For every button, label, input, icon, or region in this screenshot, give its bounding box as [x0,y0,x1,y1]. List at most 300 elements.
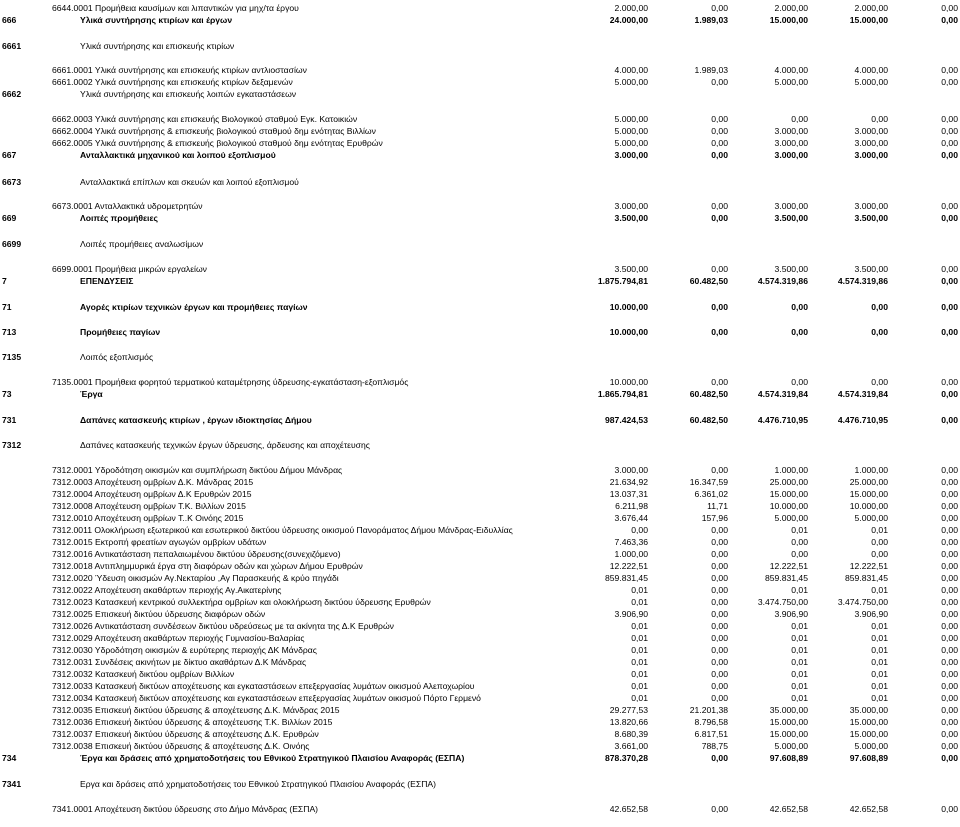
account-description: Λοιπές προμήθειες [80,213,158,223]
amount-col-3: 3.000,00 [774,126,808,136]
account-description: Δαπάνες κατασκευής κτιρίων , έργων ιδιοκτησίας Δήμου [80,415,312,425]
amount-col-5: 0,00 [941,753,958,763]
amount-col-4: 3.000,00 [854,201,888,211]
amount-col-3: 10.000,00 [769,501,808,511]
amount-col-2: 11,71 [707,501,728,511]
amount-col-1: 3.500,00 [614,264,648,274]
amount-col-2: 0,00 [711,302,728,312]
account-code: 7312 [2,440,22,450]
table-row [0,275,960,287]
table-row [0,326,960,338]
account-description: Λοιπός εξοπλισμός [80,352,154,362]
amount-col-1: 0,01 [631,597,648,607]
amount-col-2: 21.201,38 [689,705,728,715]
amount-col-4: 3.500,00 [854,213,888,223]
amount-col-5: 0,00 [941,669,958,679]
amount-col-1: 3.000,00 [614,201,648,211]
table-row [0,536,960,548]
account-description: 7341.0001 Αποχέτευση δικτύου ύδρευσης στο Δήμο Μάνδρας (ΕΣΠΑ) [52,804,319,814]
amount-col-5: 0,00 [941,597,958,607]
amount-col-4: 4.000,00 [854,65,888,75]
amount-col-1: 5.000,00 [614,114,648,124]
amount-col-3: 0,01 [791,585,808,595]
amount-col-5: 0,00 [941,537,958,547]
amount-col-4: 0,00 [871,377,888,387]
amount-col-2: 0,00 [711,3,728,13]
amount-col-5: 0,00 [941,513,958,523]
table-row [0,301,960,313]
amount-col-4: 4.574.319,84 [837,389,888,399]
amount-col-4: 3.500,00 [854,264,888,274]
account-description: ΕΠΕΝΔΥΣΕΙΣ [80,276,134,286]
account-code: 6661 [2,41,22,51]
amount-col-3: 4.574.319,84 [757,389,808,399]
amount-col-1: 987.424,53 [604,415,648,425]
amount-col-4: 3.906,90 [854,609,888,619]
amount-col-3: 5.000,00 [774,741,808,751]
table-row [0,263,960,275]
amount-col-5: 0,00 [941,114,958,124]
amount-col-5: 0,00 [941,573,958,583]
table-row [0,704,960,716]
amount-col-3: 3.000,00 [774,150,808,160]
amount-col-1: 0,01 [631,669,648,679]
amount-col-4: 5.000,00 [854,513,888,523]
account-description: 7312.0032 Κατασκευή δικτύου ομβρίων Βιλλίων [52,669,235,679]
amount-col-4: 15.000,00 [849,717,888,727]
table-row [0,644,960,656]
account-description: 7312.0004 Αποχέτευση ομβρίων Δ.Κ Ερυθρών 2015 [52,489,252,499]
amount-col-2: 0,00 [711,669,728,679]
account-description: 7312.0016 Αντικατάσταση πεπαλαιωμένου δικτύου ύδρευσης(συνεχιζόμενο) [52,549,341,559]
amount-col-3: 42.652,58 [769,804,808,814]
amount-col-3: 0,00 [791,549,808,559]
amount-col-2: 0,00 [711,525,728,535]
account-code: 73 [2,389,12,399]
table-row [0,88,960,100]
amount-col-5: 0,00 [941,585,958,595]
amount-col-1: 1.865.794,81 [597,389,648,399]
amount-col-5: 0,00 [941,705,958,715]
amount-col-1: 4.000,00 [614,65,648,75]
amount-col-4: 5.000,00 [854,77,888,87]
amount-col-4: 97.608,89 [849,753,888,763]
account-description: 7135.0001 Προμήθεια φορητού τερματικού καταμέτρησης ύδρευσης-εγκατάσταση-εξοπλισμός [52,377,409,387]
table-row [0,388,960,400]
amount-col-4: 12.222,51 [849,561,888,571]
amount-col-1: 8.680,39 [614,729,648,739]
account-description: 7312.0030 Υδροδότηση οικισμών & ευρύτερης περιοχής ΔΚ Μάνδρας [52,645,317,655]
amount-col-2: 157,96 [701,513,728,523]
amount-col-3: 0,00 [791,537,808,547]
amount-col-3: 0,00 [791,327,808,337]
table-row [0,803,960,815]
amount-col-3: 3.474.750,00 [757,597,808,607]
amount-col-3: 4.000,00 [774,65,808,75]
amount-col-2: 60.482,50 [689,415,728,425]
amount-col-5: 0,00 [941,501,958,511]
amount-col-3: 12.222,51 [769,561,808,571]
amount-col-4: 0,01 [871,645,888,655]
table-row [0,76,960,88]
table-row [0,238,960,250]
amount-col-4: 2.000,00 [854,3,888,13]
account-description: Έργα [80,389,103,399]
amount-col-4: 1.000,00 [854,465,888,475]
account-description: Ανταλλακτικά επίπλων και σκευών και λοιπού εξοπλισμού [80,177,299,187]
table-row [0,680,960,692]
amount-col-3: 5.000,00 [774,77,808,87]
table-row [0,620,960,632]
table-row [0,200,960,212]
amount-col-2: 0,00 [711,537,728,547]
account-description: 6661.0001 Υλικά συντήρησης και επισκευής κτιρίων αντλιοστασίων [52,65,307,75]
amount-col-4: 15.000,00 [849,15,888,25]
table-row [0,524,960,536]
account-description: 7312.0003 Αποχέτευση ομβρίων Δ.Κ. Μάνδρας 2015 [52,477,254,487]
amount-col-4: 15.000,00 [849,489,888,499]
account-description: 6673.0001 Ανταλλακτικά υδρομετρητών [52,201,203,211]
table-row [0,752,960,764]
amount-col-3: 859.831,45 [764,573,808,583]
account-description: 6644.0001 Προμήθεια καυσίμων και λιπαντικών για μηχ/τα έργου [52,3,299,13]
amount-col-3: 15.000,00 [769,489,808,499]
account-code: 666 [2,15,17,25]
amount-col-2: 0,00 [711,150,728,160]
table-row [0,351,960,363]
amount-col-4: 0,01 [871,681,888,691]
account-description: 7312.0035 Επισκευή δικτύου ύδρευσης & αποχέτευσης Δ.Κ. Μάνδρας 2015 [52,705,340,715]
amount-col-1: 21.634,92 [609,477,648,487]
amount-col-1: 24.000,00 [609,15,648,25]
amount-col-4: 15.000,00 [849,729,888,739]
amount-col-2: 0,00 [711,633,728,643]
amount-col-5: 0,00 [941,302,958,312]
amount-col-1: 3.000,00 [614,150,648,160]
account-description: Λοιπές προμήθειες αναλωσίμων [80,239,204,249]
amount-col-2: 6.817,51 [694,729,728,739]
amount-col-2: 0,00 [711,645,728,655]
amount-col-5: 0,00 [941,264,958,274]
table-row [0,113,960,125]
amount-col-1: 12.222,51 [609,561,648,571]
amount-col-1: 0,00 [631,525,648,535]
account-description: 7312.0022 Αποχέτευση ακαθάρτων περιοχής Αγ.Αικατερίνης [52,585,282,595]
amount-col-2: 0,00 [711,138,728,148]
amount-col-5: 0,00 [941,489,958,499]
amount-col-1: 0,01 [631,657,648,667]
amount-col-5: 0,00 [941,717,958,727]
amount-col-1: 5.000,00 [614,126,648,136]
table-row [0,740,960,752]
amount-col-4: 3.000,00 [854,138,888,148]
amount-col-1: 3.000,00 [614,465,648,475]
amount-col-2: 0,00 [711,573,728,583]
amount-col-5: 0,00 [941,15,958,25]
amount-col-4: 0,00 [871,327,888,337]
table-row [0,572,960,584]
amount-col-3: 2.000,00 [774,3,808,13]
amount-col-4: 0,01 [871,693,888,703]
account-description: Ανταλλακτικά μηχανικού και λοιπού εξοπλισμού [80,150,276,160]
table-row [0,584,960,596]
amount-col-2: 1.989,03 [694,15,728,25]
account-description: Δαπάνες κατασκευής τεχνικών έργων ύδρευσης, άρδευσης και αποχέτευσης [80,440,370,450]
table-row [0,560,960,572]
table-row [0,125,960,137]
amount-col-2: 0,00 [711,201,728,211]
table-row [0,137,960,149]
amount-col-5: 0,00 [941,609,958,619]
amount-col-3: 0,00 [791,377,808,387]
table-row [0,476,960,488]
account-description: 7312.0020 Ύδευση οικισμών Αγ.Νεκταρίου ,Αγ Παρασκευής & κρύο πηγάδι [52,573,339,583]
amount-col-5: 0,00 [941,561,958,571]
amount-col-3: 1.000,00 [774,465,808,475]
amount-col-2: 0,00 [711,753,728,763]
amount-col-1: 13.037,31 [609,489,648,499]
account-code: 7341 [2,779,22,789]
account-code: 667 [2,150,17,160]
table-row [0,149,960,161]
amount-col-3: 0,00 [791,114,808,124]
amount-col-3: 4.574.319,86 [757,276,808,286]
amount-col-5: 0,00 [941,65,958,75]
amount-col-3: 35.000,00 [769,705,808,715]
amount-col-3: 3.000,00 [774,138,808,148]
amount-col-3: 15.000,00 [769,15,808,25]
amount-col-1: 878.370,28 [604,753,648,763]
account-description: 7312.0001 Υδροδότηση οικισμών και συμπλήρωση δικτύου Δήμου Μάνδρας [52,465,343,475]
table-row [0,778,960,790]
amount-col-5: 0,00 [941,741,958,751]
account-code: 713 [2,327,17,337]
amount-col-5: 0,00 [941,77,958,87]
amount-col-3: 0,01 [791,645,808,655]
amount-col-2: 0,00 [711,804,728,814]
account-description: 7312.0031 Συνδέσεις ακινήτων με δίκτυο ακαθάρτων Δ.Κ Μάνδρας [52,657,307,667]
amount-col-5: 0,00 [941,645,958,655]
account-code: 734 [2,753,17,763]
amount-col-1: 859.831,45 [604,573,648,583]
account-description: 6662.0004 Υλικά συντήρησης & επισκευής βιολογικού σταθμού δημ ενότητας Βιλλίων [52,126,376,136]
amount-col-2: 0,00 [711,114,728,124]
amount-col-4: 0,01 [871,657,888,667]
amount-col-2: 0,00 [711,609,728,619]
amount-col-4: 0,01 [871,633,888,643]
account-description: 6661.0002 Υλικά συντήρησης και επισκευής κτιρίων δεξαμενών [52,77,293,87]
amount-col-2: 6.361,02 [694,489,728,499]
amount-col-5: 0,00 [941,621,958,631]
amount-col-2: 0,00 [711,681,728,691]
account-description: Υλικά συντήρησης κτιρίων και έργων [80,15,233,25]
amount-col-2: 60.482,50 [689,389,728,399]
account-code: 6699 [2,239,22,249]
table-row [0,414,960,426]
account-code: 71 [2,302,12,312]
account-code: 7135 [2,352,22,362]
amount-col-4: 0,00 [871,114,888,124]
amount-col-4: 35.000,00 [849,705,888,715]
table-row [0,692,960,704]
amount-col-3: 0,01 [791,621,808,631]
amount-col-5: 0,00 [941,657,958,667]
amount-col-1: 3.676,44 [614,513,648,523]
amount-col-5: 0,00 [941,276,958,286]
account-description: 7312.0026 Αντικατάσταση συνδέσεων δικτύου υδρεύσεως με τα ακίνητα της Δ.Κ Ερυθρών [52,621,394,631]
table-row [0,464,960,476]
amount-col-4: 0,01 [871,669,888,679]
table-row [0,512,960,524]
amount-col-2: 0,00 [711,621,728,631]
table-row [0,439,960,451]
account-description: 7312.0033 Κατασκευή δικτύων αποχέτευσης και εγκαταστάσεων επεξεργασίας λυμάτων οικισμού Αλεποχωρίου [52,681,475,691]
amount-col-5: 0,00 [941,377,958,387]
amount-col-5: 0,00 [941,729,958,739]
amount-col-4: 0,00 [871,302,888,312]
table-row [0,716,960,728]
amount-col-4: 10.000,00 [849,501,888,511]
account-code: 731 [2,415,17,425]
amount-col-1: 3.500,00 [614,213,648,223]
amount-col-1: 1.000,00 [614,549,648,559]
amount-col-4: 859.831,45 [844,573,888,583]
amount-col-1: 10.000,00 [609,302,648,312]
table-row [0,608,960,620]
amount-col-1: 0,01 [631,633,648,643]
account-description: Εργα και δράσεις από χρηματοδοτήσεις του Εθνικού Στρατηγικού Πλαισίου Αναφοράς (ΕΣΠΑ) [80,779,436,789]
amount-col-4: 3.000,00 [854,150,888,160]
amount-col-1: 42.652,58 [609,804,648,814]
amount-col-2: 0,00 [711,465,728,475]
amount-col-2: 1.989,03 [694,65,728,75]
amount-col-2: 0,00 [711,377,728,387]
account-description: 7312.0015 Εκτροπή φρεατίων αγωγών ομβρίων υδάτων [52,537,267,547]
amount-col-5: 0,00 [941,465,958,475]
account-description: Υλικά συντήρησης και επισκευής κτιρίων [80,41,235,51]
table-row [0,632,960,644]
amount-col-1: 0,01 [631,585,648,595]
amount-col-2: 0,00 [711,549,728,559]
amount-col-2: 0,00 [711,657,728,667]
amount-col-3: 3.906,90 [774,609,808,619]
account-description: 6699.0001 Προμήθεια μικρών εργαλείων [52,264,207,274]
account-code: 6662 [2,89,22,99]
amount-col-5: 0,00 [941,681,958,691]
amount-col-1: 0,01 [631,645,648,655]
table-row [0,212,960,224]
amount-col-5: 0,00 [941,138,958,148]
amount-col-4: 5.000,00 [854,741,888,751]
amount-col-3: 4.476.710,95 [757,415,808,425]
amount-col-3: 0,01 [791,693,808,703]
amount-col-5: 0,00 [941,126,958,136]
amount-col-4: 4.574.319,86 [837,276,888,286]
amount-col-5: 0,00 [941,415,958,425]
amount-col-3: 3.000,00 [774,201,808,211]
amount-col-3: 0,01 [791,669,808,679]
amount-col-4: 0,00 [871,537,888,547]
table-row [0,2,960,14]
amount-col-1: 13.820,66 [609,717,648,727]
amount-col-1: 1.875.794,81 [597,276,648,286]
amount-col-3: 25.000,00 [769,477,808,487]
table-row [0,728,960,740]
amount-col-2: 0,00 [711,264,728,274]
amount-col-2: 0,00 [711,693,728,703]
amount-col-2: 0,00 [711,585,728,595]
account-description: 6662.0003 Υλικά συντήρησης και επισκευής Βιολογικού σταθμού Εγκ. Κατοικιών [52,114,358,124]
account-code: 669 [2,213,17,223]
amount-col-3: 0,01 [791,633,808,643]
amount-col-4: 4.476.710,95 [837,415,888,425]
amount-col-5: 0,00 [941,327,958,337]
amount-col-2: 8.796,58 [694,717,728,727]
table-row [0,488,960,500]
account-description: Υλικά συντήρησης και επισκευής λοιπών εγκαταστάσεων [80,89,297,99]
amount-col-4: 0,01 [871,621,888,631]
amount-col-5: 0,00 [941,213,958,223]
account-description: Προμήθειες παγίων [80,327,161,337]
amount-col-5: 0,00 [941,633,958,643]
account-description: 7312.0038 Επισκευή δικτύου ύδρευσης & αποχέτευσης Δ.Κ. Οινόης [52,741,310,751]
amount-col-5: 0,00 [941,477,958,487]
amount-col-2: 0,00 [711,561,728,571]
amount-col-3: 3.500,00 [774,264,808,274]
amount-col-3: 0,01 [791,525,808,535]
amount-col-1: 0,01 [631,621,648,631]
account-description: 6662.0005 Υλικά συντήρησης & επισκευής βιολογικού σταθμού δημ ενότητας Ερυθρών [52,138,383,148]
table-row [0,500,960,512]
account-description: Αγορές κτιρίων τεχνικών έργων και προμήθειες παγίων [80,302,308,312]
amount-col-4: 0,01 [871,525,888,535]
amount-col-1: 5.000,00 [614,77,648,87]
amount-col-1: 0,01 [631,693,648,703]
amount-col-1: 10.000,00 [609,327,648,337]
amount-col-5: 0,00 [941,201,958,211]
table-row [0,14,960,26]
account-description: 7312.0011 Ολοκλήρωση εξωτερικού και εσωτερικού δικτύου ύδρευσης οικισμού Πανοράματος Δήμου Μάνδρας-Ειδυλλίας [52,525,513,535]
amount-col-2: 16.347,59 [689,477,728,487]
amount-col-5: 0,00 [941,3,958,13]
amount-col-2: 60.482,50 [689,276,728,286]
amount-col-1: 3.661,00 [614,741,648,751]
amount-col-1: 10.000,00 [609,377,648,387]
table-row [0,376,960,388]
table-row [0,548,960,560]
amount-col-3: 0,01 [791,657,808,667]
account-description: 7312.0023 Κατασκευή κεντρικού συλλεκτήρα ομβρίων και ολοκλήρωση δικτύου ύδρευσης Ερυθρών [52,597,431,607]
amount-col-5: 0,00 [941,150,958,160]
amount-col-2: 0,00 [711,597,728,607]
account-description: 7312.0010 Αποχέτευση ομβρίων Τ..Κ Οινόης 2015 [52,513,244,523]
amount-col-4: 25.000,00 [849,477,888,487]
amount-col-5: 0,00 [941,525,958,535]
amount-col-2: 0,00 [711,126,728,136]
amount-col-1: 2.000,00 [614,3,648,13]
amount-col-5: 0,00 [941,549,958,559]
amount-col-3: 3.500,00 [774,213,808,223]
amount-col-1: 3.906,90 [614,609,648,619]
amount-col-5: 0,00 [941,389,958,399]
table-row [0,40,960,52]
amount-col-5: 0,00 [941,804,958,814]
table-row [0,176,960,188]
amount-col-1: 5.000,00 [614,138,648,148]
table-row [0,596,960,608]
account-description: 7312.0036 Επισκευή δικτύου ύδρευσης & αποχέτευσης Τ.Κ. Βιλλίων 2015 [52,717,333,727]
amount-col-2: 0,00 [711,213,728,223]
